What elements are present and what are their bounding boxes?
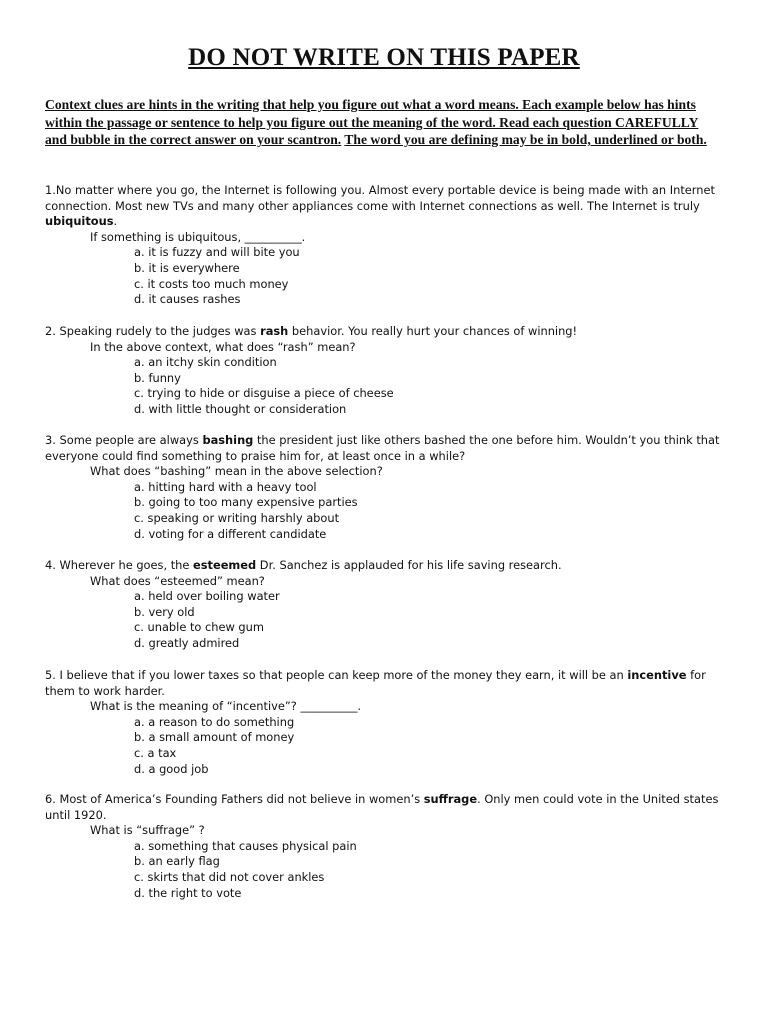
question-prompt: What does “esteemed” mean?: [90, 573, 265, 588]
target-word: ubiquitous: [45, 214, 114, 229]
answer-option-a: a. something that causes physical pain: [134, 838, 357, 853]
answer-option-c: c. speaking or writing harshly about: [134, 510, 340, 525]
answer-option-a: a. held over boiling water: [134, 589, 280, 604]
instructions: [45, 96, 720, 149]
question-5: [45, 668, 729, 777]
question-1: [45, 183, 729, 308]
answer-option-d: d. a good job: [134, 761, 209, 776]
question-stem: [45, 433, 729, 464]
answer-option-c: c. unable to chew gum: [134, 620, 264, 635]
answer-option-c: c. skirts that did not cover ankles: [134, 869, 325, 884]
stem-text: 5. I believe that if you lower taxes so that people can keep more of the money they earn, it will be an: [45, 668, 628, 682]
question-stem: [45, 792, 729, 823]
question-2: [45, 324, 729, 418]
answer-option-d: d. with little thought or consideration: [134, 401, 347, 416]
answer-option-d: d. voting for a different candidate: [134, 526, 327, 541]
answer-option-d: d. it causes rashes: [134, 292, 241, 307]
target-word: suffrage: [423, 792, 478, 806]
target-word: esteemed: [193, 558, 257, 572]
answer-option-b: b. very old: [134, 604, 195, 619]
question-prompt: In the above context, what does “rash” mean?: [90, 339, 356, 354]
stem-text: 4. Wherever he goes, the: [45, 558, 194, 572]
answer-option-a: a. an itchy skin condition: [134, 355, 277, 370]
stem-text-end: the president just like others bashed the one before him. Wouldn’t you think that everyone could find something to praise him for, at least once in a while?: [45, 433, 720, 463]
stem-text-end: .: [113, 214, 118, 229]
answer-option-b: b. a small amount of money: [134, 730, 295, 745]
stem-text: 1.No matter where you go, the Internet is following you. Almost every portable device is being made with an Internet connection. Most new TVs and many other appliances come with Internet connections as well. The Internet is truly: [45, 183, 715, 213]
stem-text-end: . Only men could vote in the United states until 1920.: [45, 792, 719, 822]
answer-option-c: c. trying to hide or disguise a piece of cheese: [134, 386, 394, 401]
answer-option-a: a. it is fuzzy and will bite you: [134, 245, 300, 260]
answer-option-b: b. going to too many expensive parties: [134, 495, 358, 510]
question-prompt: What is “suffrage” ?: [90, 823, 205, 838]
question-stem: [45, 558, 729, 574]
answer-option-c: c. it costs too much money: [134, 276, 289, 291]
stem-text: 3. Some people are always: [45, 433, 203, 447]
question-3: [45, 433, 729, 542]
question-prompt: What does “bashing” mean in the above selection?: [90, 464, 383, 479]
question-stem: [45, 324, 729, 340]
stem-text: 6. Most of America’s Founding Fathers did not believe in women’s: [45, 792, 424, 806]
stem-text-end: behavior. You really hurt your chances of winning!: [288, 324, 578, 338]
stem-text-end: Dr. Sanchez is applauded for his life saving research.: [256, 558, 562, 572]
question-prompt: What is the meaning of “incentive”? __________.: [90, 699, 362, 714]
instructions-part-1: Context clues are hints in the writing that help you figure out what a word means. Each example below has hints within the passage or sentence to help you figure out the meaning of the word. Read each question CAREFULLY and bubble in the correct answer on your scantron.: [45, 97, 699, 147]
stem-text-end: for them to work harder.: [45, 668, 706, 698]
answer-option-b: b. funny: [134, 370, 181, 385]
question-6: [45, 792, 729, 901]
answer-option-a: a. hitting hard with a heavy tool: [134, 479, 317, 494]
answer-option-c: c. a tax: [134, 745, 177, 760]
target-word: bashing: [202, 433, 254, 447]
instructions-part-2: The word you are defining may be in bold, underlined or both.: [344, 132, 707, 147]
target-word: rash: [260, 324, 289, 338]
answer-option-b: b. it is everywhere: [134, 260, 240, 275]
target-word: incentive: [627, 668, 687, 682]
question-stem: [45, 668, 729, 699]
answer-option-d: d. greatly admired: [134, 635, 240, 650]
question-prompt: If something is ubiquitous, __________.: [90, 229, 306, 244]
question-4: [45, 558, 729, 652]
answer-option-b: b. an early flag: [134, 854, 220, 869]
question-stem: [45, 183, 729, 230]
answer-option-d: d. the right to vote: [134, 885, 242, 900]
page-title: DO NOT WRITE ON THIS PAPER: [188, 44, 580, 71]
answer-option-a: a. a reason to do something: [134, 714, 295, 729]
stem-text: 2. Speaking rudely to the judges was: [45, 324, 261, 338]
